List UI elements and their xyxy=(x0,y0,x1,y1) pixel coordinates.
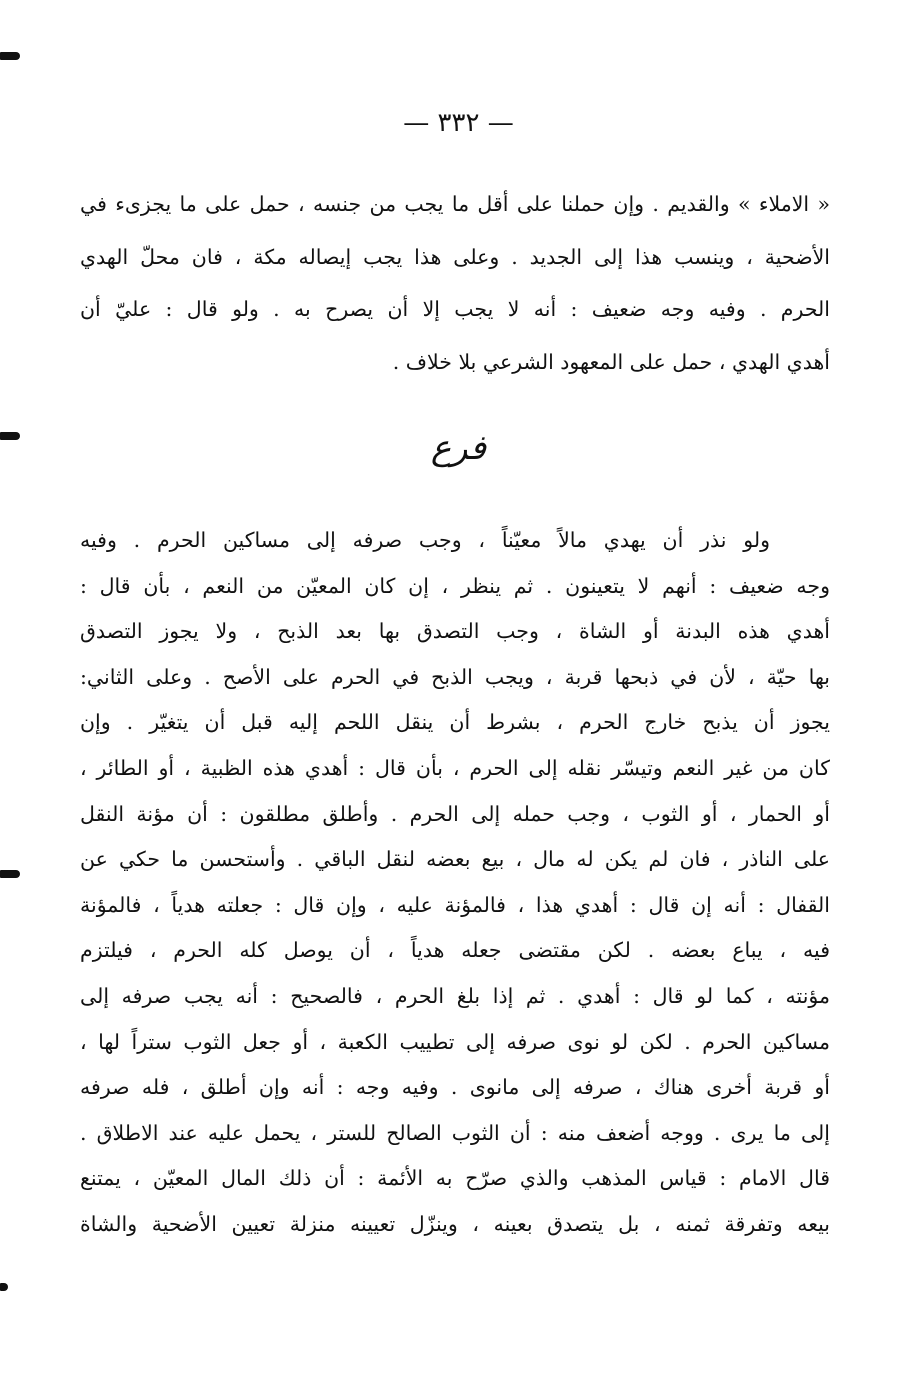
intro-paragraph xyxy=(80,178,830,388)
binding-mark-bottom xyxy=(0,1283,8,1291)
text-line: إلى ما يرى . ووجه أضعف منه : أن الثوب الصالح للستر ، يحمل عليه عند الاطلاق . xyxy=(80,1120,830,1145)
text-line: الأضحية ، وينسب هذا إلى الجديد . وعلى هذا يجب إيصاله مكة ، فان محلّ الهدي xyxy=(80,244,830,269)
text-line: كان من غير النعم وتيسّر نقله إلى الحرم ، بأن قال : أهدي هذه الظبية ، أو الطائر ، xyxy=(80,755,830,780)
text-line: « الاملاء » والقديم . وإن حملنا على أقل ما يجب من جنسه ، حمل على ما يجزىء في xyxy=(80,192,830,216)
text-line: على الناذر ، فان لم يكن له مال ، بيع بعضه لنقل الباقي . وأستحسن ما حكي عن xyxy=(80,847,830,872)
text-line: مؤنته ، كما لو قال : أهدي . ثم إذا بلغ الحرم ، فالصحيح : أنه يجب صرفه إلى xyxy=(80,983,830,1008)
text-line: أهدي هذه البدنة أو الشاة ، وجب التصدق بها بعد الذبح ، ولا يجوز التصدق xyxy=(80,619,830,644)
binding-mark-lower xyxy=(0,870,20,878)
text-line: القفال : أنه إن قال : أهدي هذا ، فالمؤنة عليه ، وإن قال : جعلته هدياً ، فالمؤنة xyxy=(80,892,830,917)
text-line: يجوز أن يذبح خارج الحرم ، بشرط أن ينقل اللحم إليه قبل أن يتغيّر . وإن xyxy=(80,710,830,735)
text-line: أو الحمار ، أو الثوب ، وجب حمله إلى الحرم . وأطلق مطلقون : أن مؤنة النقل xyxy=(80,801,830,826)
text-line: الحرم . وفيه وجه ضعيف : أنه لا يجب إلا أن يصرح به . ولو قال : عليّ أن xyxy=(80,297,830,321)
binding-mark-top xyxy=(0,52,20,60)
text-line: بيعه وتفرقة ثمنه ، بل يتصدق بعينه ، وينزّل تعيينه منزلة تعيين الأضحية والشاة xyxy=(80,1211,830,1236)
page-number: — ٣٣٢ — xyxy=(403,108,514,138)
text-line: بها حيّة ، لأن في ذبحها قربة ، ويجب الذبح في الحرم على الأصح . وعلى الثاني: xyxy=(80,664,830,689)
text-line: أو قربة أخرى هناك ، صرفه إلى مانوى . وفيه وجه : أنه وإن أطلق ، فله صرفه xyxy=(80,1075,830,1100)
text-line: مساكين الحرم . لكن لو نوى صرفه إلى تطييب الكعبة ، أو جعل الثوب ستراً لها ، xyxy=(80,1029,830,1054)
text-line: وجه ضعيف : أنهم لا يتعينون . ثم ينظر ، إن كان المعيّن من النعم ، بأن قال : xyxy=(80,573,830,598)
text-line: أهدي الهدي ، حمل على المعهود الشرعي بلا خلاف . xyxy=(392,349,830,374)
text-line: ولو نذر أن يهدي مالاً معيّناً ، وجب صرفه إلى مساكين الحرم . وفيه xyxy=(80,528,770,552)
text-line: قال الامام : قياس المذهب والذي صرّح به الأئمة : أن ذلك المال المعيّن ، يمتنع xyxy=(80,1166,830,1191)
body-paragraph xyxy=(80,518,830,1248)
text-line: فيه ، يباع بعضه . لكن مقتضى جعله هدياً ، أن يوصل كله الحرم ، فيلتزم xyxy=(80,938,830,963)
section-heading: فرع xyxy=(430,428,487,468)
